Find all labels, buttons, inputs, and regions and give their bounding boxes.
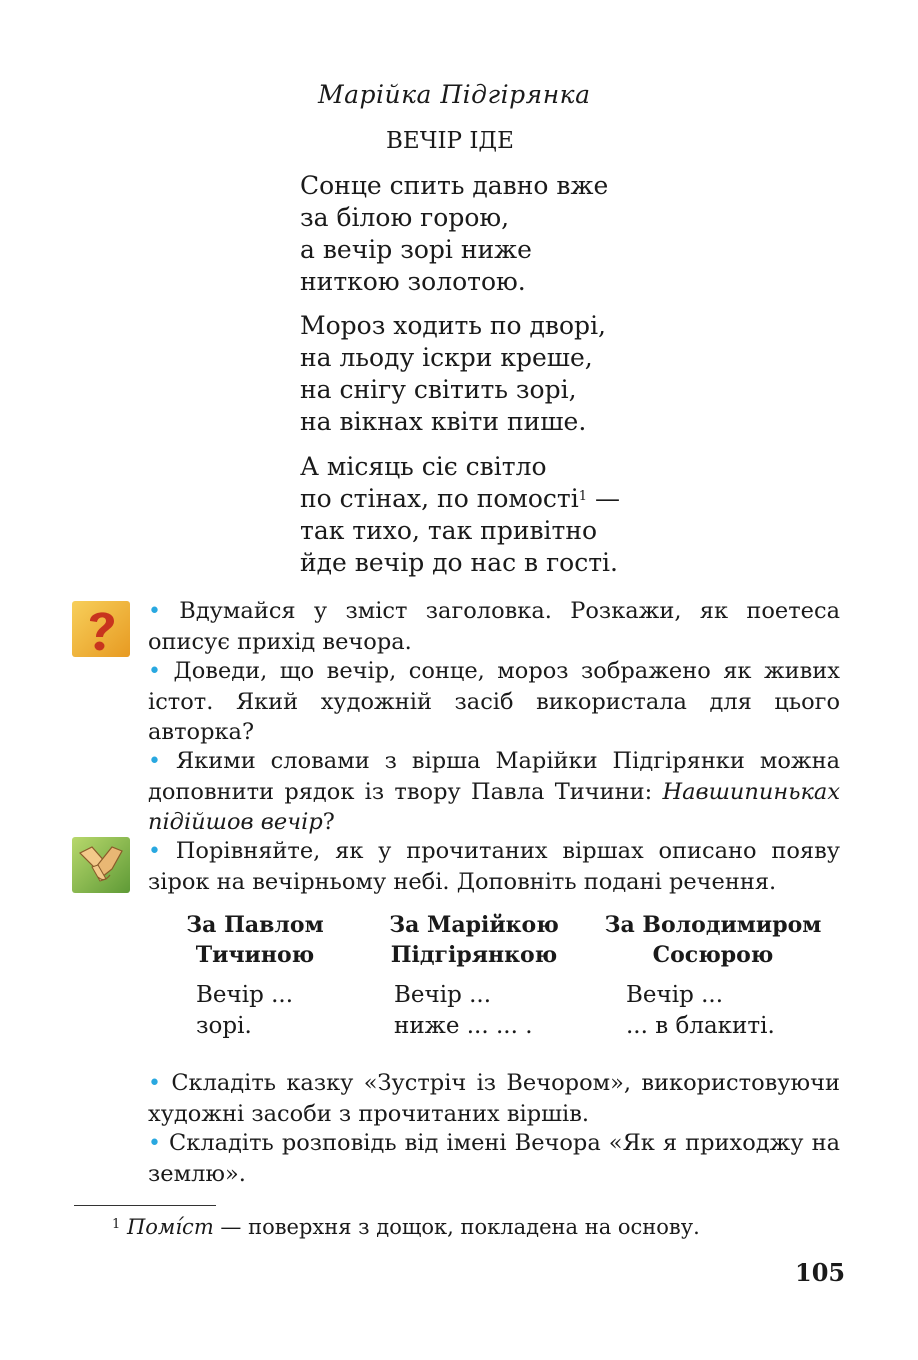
- column-line: Вечір ...: [196, 982, 294, 1008]
- poem-line: на снігу світить зорі,: [300, 375, 577, 404]
- poem-stanza-2: [300, 310, 606, 438]
- column-body: [180, 980, 330, 1042]
- comparison-column: [600, 910, 826, 1042]
- poem-line: Сонце спить давно вже: [300, 171, 609, 200]
- poem-dash: —: [587, 484, 620, 513]
- column-line: Вечір ...: [626, 982, 724, 1008]
- bullet: •: [148, 839, 161, 864]
- task-text: Доведи, що вечір, сонце, мороз зображено як живих істот. Який художній засіб використала для цього авторка?: [148, 658, 840, 745]
- poem-stanza-3: [300, 451, 620, 579]
- task-item: [148, 656, 840, 747]
- poem-line: на льоду іскри креше,: [300, 343, 593, 372]
- poem-line: А місяць сіє світло: [300, 452, 547, 481]
- poem-author: Марійка Підгірянка: [318, 80, 591, 109]
- column-header-line: Сосюрою: [652, 942, 774, 968]
- poem-line: Мороз ходить по дворі,: [300, 311, 607, 340]
- task-text: Складіть розповідь від імені Вечора «Як я приходжу на землю».: [148, 1130, 840, 1187]
- poem-line: [300, 483, 620, 515]
- task-text: Порівняйте, як у прочитаних віршах описано появу зірок на вечірньому небі. Доповніть подані речення.: [148, 838, 840, 895]
- bullet: •: [148, 599, 161, 624]
- comparison-column: [180, 910, 330, 1042]
- poem-line: а вечір зорі ниже: [300, 235, 532, 264]
- footnote: [112, 1212, 700, 1242]
- task-item: [148, 746, 840, 837]
- poem-line-text: по стінах, по помості: [300, 484, 579, 513]
- footnote-marker: 1: [578, 489, 588, 504]
- poem-line: ниткою золотою.: [300, 267, 526, 296]
- bullet: •: [148, 1131, 161, 1156]
- poem-stanza-1: [300, 170, 608, 298]
- footnote-term: Помі́ст: [126, 1215, 214, 1239]
- footnote-divider: [74, 1205, 216, 1206]
- footnote-definition: — поверхня з дощок, покладена на основу.: [213, 1215, 700, 1239]
- task-item: [148, 1068, 840, 1129]
- task-text-end: ?: [322, 809, 335, 835]
- bullet: •: [148, 749, 161, 774]
- poem-line: на вікнах квіти пише.: [300, 407, 587, 436]
- task-item: [148, 596, 840, 657]
- bullet: •: [148, 659, 161, 684]
- column-header: [180, 910, 330, 970]
- task-text: Вдумайся у зміст заголовка. Розкажи, як поетеса описує прихід вечора.: [148, 598, 841, 655]
- page-number: 105: [795, 1258, 846, 1287]
- poem-line: так тихо, так привітно: [300, 516, 598, 545]
- task-quote: Навшипиньках підійшов вечір: [148, 779, 841, 835]
- poem-line: за білою горою,: [300, 203, 510, 232]
- comparison-column: [386, 910, 562, 1042]
- column-header-line: За Павлом: [186, 912, 324, 938]
- column-body: [600, 980, 826, 1042]
- column-line: ниже ... ... .: [394, 1013, 533, 1039]
- column-line: зорі.: [196, 1013, 252, 1039]
- column-header: [386, 910, 562, 970]
- footnote-marker: 1: [112, 1217, 121, 1232]
- column-body: [386, 980, 562, 1042]
- column-header-line: Тичиною: [195, 942, 315, 968]
- task-item: [148, 836, 840, 897]
- handshake-icon: [72, 837, 130, 893]
- bullet: •: [148, 1071, 161, 1096]
- column-header-line: Підгірянкою: [390, 942, 558, 968]
- poem-title: ВЕЧІР ІДЕ: [386, 128, 514, 154]
- column-header: [600, 910, 826, 970]
- poem-line: йде вечір до нас в гості.: [300, 548, 618, 577]
- column-line: Вечір ...: [394, 982, 492, 1008]
- task-text: Складіть казку «Зустріч із Вечором», використовуючи художні засоби з прочитаних віршів.: [148, 1070, 840, 1127]
- question-mark-icon: [72, 601, 130, 657]
- column-header-line: За Володимиром: [604, 912, 822, 938]
- column-line: ... в блакиті.: [626, 1013, 775, 1039]
- column-header-line: За Марійкою: [389, 912, 559, 938]
- task-item: [148, 1128, 840, 1189]
- task-text: Якими словами з вірша Марійки Підгірянки можна доповнити рядок із твору Павла Тичини:: [148, 748, 840, 805]
